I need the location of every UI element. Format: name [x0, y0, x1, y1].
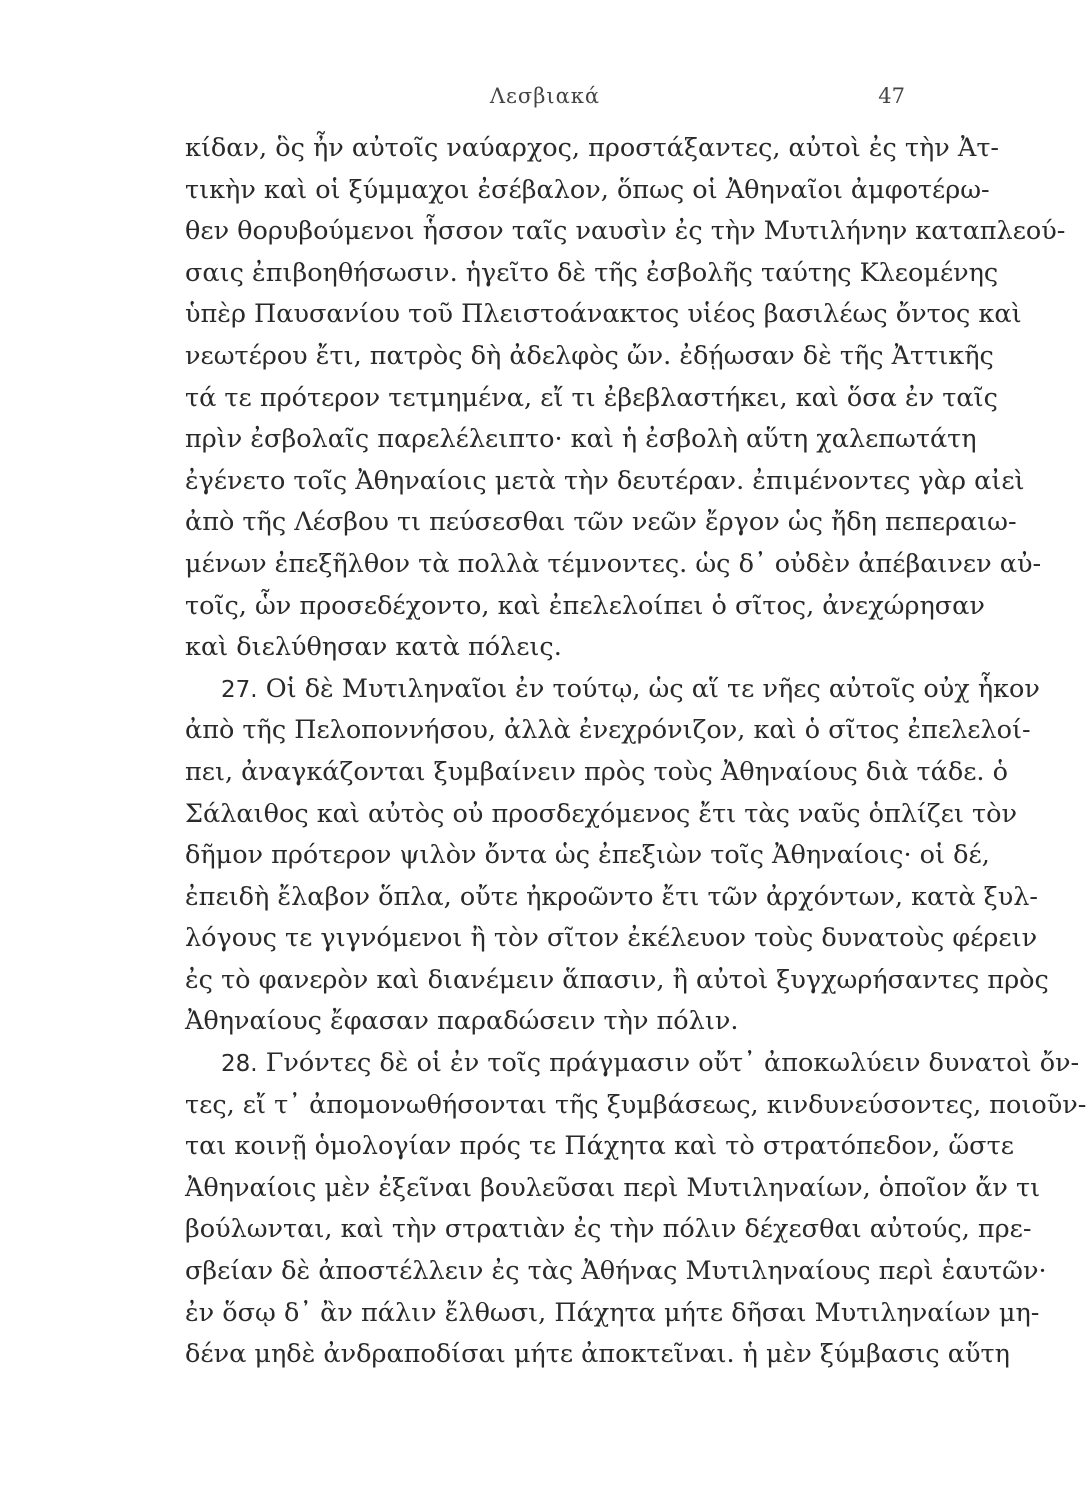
text-line: [185, 1334, 1010, 1376]
line-text: τοῖς, ὧν προσεδέχοντο, καὶ ἐπελελοίπει ὁ σῖτος, ἀνεχώρησαν: [185, 590, 985, 621]
text-line: [185, 835, 990, 877]
line-text: ἐγένετο τοῖς Ἀθηναίοις μετὰ τὴν δευτέραν. ἐπιμένοντες γὰρ αἰεὶ: [185, 465, 1025, 496]
line-text: τικὴν καὶ οἱ ξύμμαχοι ἐσέβαλον, ὅπως οἱ Ἀθηναῖοι ἀμφοτέρω-: [185, 174, 990, 205]
section-number: 28.: [221, 1051, 258, 1078]
text-line: [185, 294, 1022, 336]
text-line: [185, 170, 990, 212]
section-number: 27.: [221, 676, 258, 703]
line-text: βούλωνται, καὶ τὴν στρατιὰν ἐς τὴν πόλιν δέχεσθαι αὐτούς, πρε-: [185, 1214, 1032, 1245]
line-text: καὶ διελύθησαν κατὰ πόλεις.: [185, 632, 562, 663]
line-text: μένων ἐπεξῆλθον τὰ πολλὰ τέμνοντες. ὡς δ᾽ οὐδὲν ἀπέβαινεν αὐ-: [185, 548, 1042, 579]
text-line: [185, 502, 1017, 544]
line-text: κίδαν, ὃς ἦν αὐτοῖς ναύαρχος, προστάξαντες, αὐτοὶ ἐς τὴν Ἀτ-: [185, 133, 1000, 163]
line-text: πει, ἀναγκάζονται ξυμβαίνειν πρὸς τοὺς Ἀθηναίους διὰ τάδε. ὁ: [185, 756, 1008, 787]
text-line: [185, 544, 1042, 586]
text-line: [185, 1209, 1032, 1251]
line-text: λόγους τε γιγνόμενοι ἢ τὸν σῖτον ἐκέλευον τοὺς δυνατοὺς φέρειν: [185, 923, 1038, 954]
text-line: [185, 627, 905, 669]
text-line: [185, 877, 1039, 919]
text-line: [185, 960, 1049, 1002]
text-line: [185, 1126, 1014, 1168]
line-text: ἀπὸ τῆς Λέσβου τι πεύσεσθαι τῶν νεῶν ἔργον ὡς ἤδη πεπεραιω-: [185, 507, 1017, 538]
text-line: [185, 128, 1000, 170]
running-head: [185, 84, 905, 124]
line-text: Γνόντες δὲ οἱ ἐν τοῖς πράγμασιν οὔτ᾽ ἀποκωλύειν δυνατοὶ ὄν-: [265, 1048, 1080, 1079]
text-line: [185, 378, 998, 420]
line-text: Ἀθηναίοις μὲν ἐξεῖναι βουλεῦσαι περὶ Μυτιληναίων, ὁποῖον ἄν τι: [185, 1172, 1041, 1203]
text-line: [185, 752, 1008, 794]
text-line: [185, 211, 1066, 253]
page-number: 47: [878, 84, 905, 108]
line-text: ται κοινῇ ὁμολογίαν πρός τε Πάχητα καὶ τὸ στρατόπεδον, ὥστε: [185, 1131, 1014, 1162]
text-line: [185, 461, 1025, 503]
text-line: [185, 669, 1040, 711]
line-text: πρὶν ἐσβολαῖς παρελέλειπτο· καὶ ἡ ἐσβολὴ αὕτη χαλεπωτάτη: [185, 424, 977, 455]
line-text: δῆμον πρότερον ψιλὸν ὄντα ὡς ἐπεξιὼν τοῖς Ἀθηναίοις· οἱ δέ,: [185, 840, 990, 871]
line-text: τες, εἴ τ᾽ ἀπομονωθήσονται τῆς ξυμβάσεως, κινδυνεύσοντες, ποιοῦν-: [185, 1089, 1086, 1120]
line-text: ὑπὲρ Παυσανίου τοῦ Πλειστοάνακτος υἱέος βασιλέως ὄντος καὶ: [185, 299, 1022, 330]
text-line: [185, 586, 985, 628]
text-line: [185, 1293, 1040, 1335]
text-line: [185, 918, 1038, 960]
line-text: Ἀθηναίους ἔφασαν παραδώσειν τὴν πόλιν.: [185, 1006, 739, 1037]
text-line: [185, 1085, 1086, 1127]
line-text: Οἱ δὲ Μυτιληναῖοι ἐν τούτῳ, ὡς αἵ τε νῆες αὐτοῖς οὐχ ἧκον: [265, 673, 1040, 704]
text-line: [185, 336, 994, 378]
running-title: Λεσβιακά: [489, 84, 601, 108]
text-line: [185, 710, 1031, 752]
line-text: σαις ἐπιβοηθήσωσιν. ἡγεῖτο δὲ τῆς ἐσβολῆς ταύτης Κλεομένης: [185, 257, 999, 288]
text-line: [185, 1168, 1041, 1210]
line-text: δένα μηδὲ ἀνδραποδίσαι μήτε ἀποκτεῖναι. ἡ μὲν ξύμβασις αὕτη: [185, 1339, 1010, 1370]
line-text: σβείαν δὲ ἀποστέλλειν ἐς τὰς Ἀθήνας Μυτιληναίους περὶ ἑαυτῶν·: [185, 1256, 1047, 1287]
line-text: ἀπὸ τῆς Πελοποννήσου, ἀλλὰ ἐνεχρόνιζον, καὶ ὁ σῖτος ἐπελελοί-: [185, 715, 1031, 746]
line-text: ἐς τὸ φανερὸν καὶ διανέμειν ἅπασιν, ἢ αὐτοὶ ξυγχωρήσαντες πρὸς: [185, 964, 1049, 995]
text-line: [185, 1043, 1080, 1085]
text-line: [185, 253, 999, 295]
text-line: [185, 1001, 905, 1043]
text-line: [185, 1251, 1047, 1293]
text-line: [185, 794, 1017, 836]
line-text: Σάλαιθος καὶ αὐτὸς οὐ προσδεχόμενος ἔτι τὰς ναῦς ὁπλίζει τὸν: [185, 798, 1017, 829]
line-text: νεωτέρου ἔτι, πατρὸς δὴ ἀδελφὸς ὤν. ἐδῄωσαν δὲ τῆς Ἀττικῆς: [185, 340, 994, 371]
body-text: [185, 128, 1086, 1376]
text-line: [185, 419, 977, 461]
line-text: θεν θορυβούμενοι ἧσσον ταῖς ναυσὶν ἐς τὴν Μυτιλήνην καταπλεού-: [185, 216, 1066, 247]
line-text: ἐπειδὴ ἔλαβον ὅπλα, οὔτε ἠκροῶντο ἔτι τῶν ἀρχόντων, κατὰ ξυλ-: [185, 881, 1039, 912]
line-text: τά τε πρότερον τετμημένα, εἴ τι ἐβεβλαστήκει, καὶ ὅσα ἐν ταῖς: [185, 382, 998, 413]
line-text: ἐν ὅσῳ δ᾽ ἂν πάλιν ἔλθωσι, Πάχητα μήτε δῆσαι Μυτιληναίων μη-: [185, 1297, 1040, 1328]
